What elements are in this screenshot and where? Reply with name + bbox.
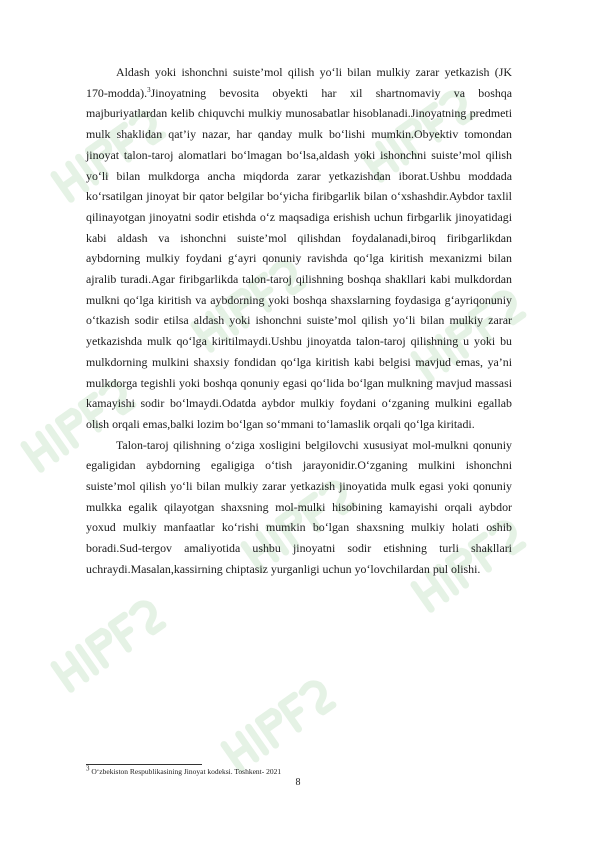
paragraph-1 bbox=[86, 62, 512, 435]
paragraph-2: Talon-taroj qilishning o‘ziga xosligini belgilovchi xususiyat mol-mulkni qonuniy egaligidan aybdorning egaligiga o‘tish jarayonidir.O‘zganing mulkini ishonchni suiste’mol qilish yo‘li bilan mulkiy zarar yetkazish jinoyatida mulk egasi yoki qonuniy mulkka egalik qilayotgan shaxsning mol-mulki hisobining kamayishi orqali aybdor yoxud mulkiy manfaatlar ko‘rishi mumkin bo‘lgan shaxsning mulkiy holati oshib boradi.Sud-tergov amaliyotida ushbu jinoyatni sodir etishning turli shakllari uchraydi.Masalan,kassirning chiptasiz yurganligi uchun yo‘lovchilardan pul olishi. bbox=[86, 437, 512, 576]
watermark-mark bbox=[54, 600, 163, 689]
page-number: 8 bbox=[295, 777, 301, 788]
footnote-divider bbox=[86, 764, 202, 765]
footnote-text: O‘zbekiston Respublikasining Jinoyat kodeksi. Toshkent- 2021 bbox=[91, 767, 282, 776]
body-text bbox=[86, 62, 512, 580]
footnote-mark: 3 bbox=[86, 764, 90, 773]
watermark-mark bbox=[224, 680, 333, 769]
paragraph-1-lead: Aldash yoki ishonchni suiste’mol qilish yo‘li bilan mulkiy zarar yetkazish (JK 170-modda). bbox=[86, 65, 512, 100]
footnote bbox=[86, 764, 512, 777]
paragraph-1-body: Jinoyatning bevosita obyekti har xil shartnomaviy va boshqa majburiyatlardan kelib chiquvchi mulkiy munosabatlar hisoblanadi.Jinoyatning predmeti mulk shaklidan qat’iy nazar, har qanday mulk bo‘lishi mumkin.Obyektiv tomondan jinoyat talon-taroj alomatlari bo‘lmagan bo‘lsa,aldash yoki ishonchni suiste’mol qilish yo‘li bilan mulkdorga ancha miqdorda zarar yetkazishdan iborat.Ushbu moddada ko‘rsatilgan jinoyat bir qator belgilar bo‘yicha firibgarlik bilan o‘xshashdir.Aybdor taxlil qilinayotgan jinoyatni sodir etishda o‘z maqsadiga erishish uchun firbgarlik jinoyatidagi kabi aldash va ishonchni suiste’mol qilishdan foydalanadi,biroq firibgarlikdan aybdorning mulkiy foydani g‘ayri qonuniy ravishda qo‘lga kiritish mexanizmi bilan ajralib turadi.Agar firibgarlikda talon-taroj qilishning boshqa shakllari kabi mulkdordan mulkni qo‘lga kiritish va aybdorning yoki boshqa shaxslarning foydasiga g‘ayriqonuniy o‘tkazish sodir etilsa aldash yoki ishonchni suiste’mol qilish yo‘li bilan mulkiy zarar yetkazishda mulk qo‘lga kiritilmaydi.Ushbu jinoyatda talon-taroj qilishning u yoki bu mulkdorning mulkini shaxsiy fondidan qo‘lga kiritish kabi belgisi mavjud emas, ya’ni mulkdorga tegishli yoki boshqa qonuniy egasi qo‘lida bo‘lgan mulkning mavjud massasi kamayishi sodir bo‘lmaydi.Odatda aybdor mulkiy foydani o‘zganing mulkini egallab olish orqali emas,balki lozim bo‘lgan so‘mmani to‘lamaslik orqali qo‘lga kiritadi. bbox=[86, 85, 512, 431]
footnote-reference[interactable]: 3 bbox=[147, 85, 151, 94]
